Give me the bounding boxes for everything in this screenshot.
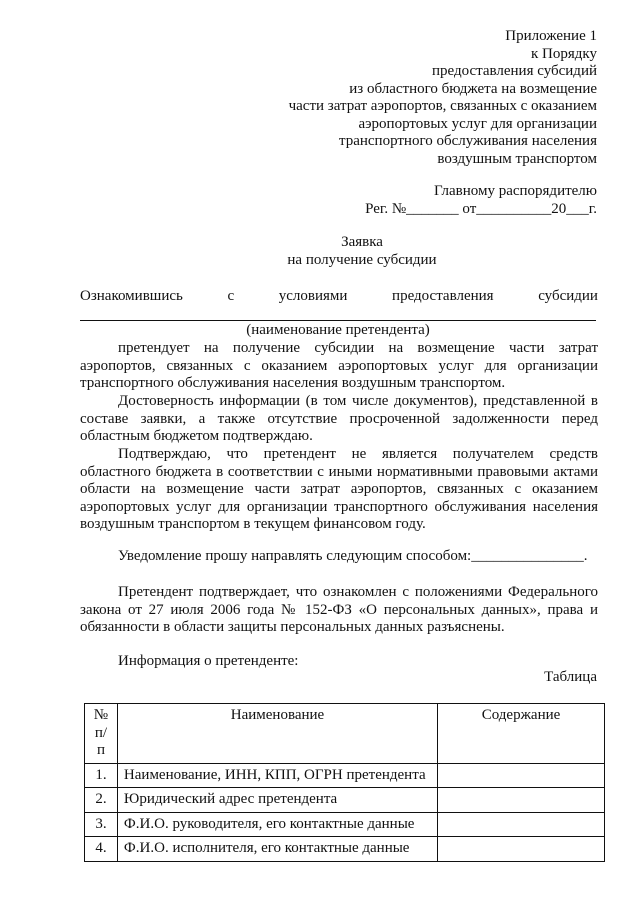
intro-word: субсидии [538,288,598,304]
paragraph-personal-data: Претендент подтверждает, что ознакомлен с положениями Федерального закона от 27 июля 2006 года № 152-ФЗ «О персональных данных», права и обязанности в области защиты персональных данных разъяснены. [80,584,598,635]
intro-word: условиями [278,288,348,304]
info-label: Информация о претенденте: [118,653,299,669]
row-name: Ф.И.О. руководителя, его контактные данные [117,812,437,837]
appendix-line: Приложение 1 [505,28,597,44]
addressee-block [365,183,597,218]
row-num: 1. [85,763,118,788]
table-header-row [85,704,605,764]
document-title [0,234,640,269]
appendix-line: воздушным транспортом [437,150,597,167]
registration-line: Рег. №_______ от__________20___г. [365,200,597,217]
subtitle-line: на получение субсидии [287,251,437,268]
applicant-name-caption: (наименование претендента) [246,322,430,338]
intro-word: предоставления [392,288,494,304]
row-num: 4. [85,837,118,862]
appendix-header [289,28,597,168]
row-num: 3. [85,812,118,837]
appendix-line: к Порядку [531,45,597,62]
appendix-line: из областного бюджета на возмещение [349,80,597,97]
appendix-line: предоставления субсидий [431,63,597,79]
header-name: Наименование [117,704,437,764]
table-label: Таблица [544,669,597,685]
paragraph-claim: претендует на получение субсидии на возмещение части затрат аэропортов, связанных с оказанием аэропортовых услуг для организации транспортного обслуживания населения воздушным транспортом. [80,340,598,391]
applicant-name-blank [80,320,596,321]
appendix-line: транспортного обслуживания населения [338,133,597,149]
intro-word: Ознакомившись [80,288,183,304]
paragraph-reliability: Достоверность информации (в том числе документов), представленной в составе заявки, а также отсутствие просроченной задолженности перед областным бюджетом подтверждаю. [80,393,598,444]
intro-word: с [227,288,235,304]
table-row [85,763,605,788]
paragraph-confirmation: Подтверждаю, что претендент не является получателем средств областного бюджета в соответствии с иными нормативными правовыми актами области на возмещение части затрат аэропортов, связанных с оказанием аэропортовых услуг для организации транспортного обслуживания населения воздушным транспортом в текущем финансовом году. [80,446,598,532]
appendix-line: аэропортовых услуг для организации [358,115,597,132]
row-value[interactable] [438,788,605,813]
header-value: Содержание [438,704,605,764]
row-value[interactable] [438,812,605,837]
table-row [85,812,605,837]
row-value[interactable] [438,837,605,862]
title-line: Заявка [341,234,383,250]
header-num: № п/п [85,704,118,764]
applicant-info-table [84,703,605,862]
row-name: Ф.И.О. исполнителя, его контактные данные [117,837,437,862]
addressee-line: Главному распорядителю [433,183,597,199]
row-name: Юридический адрес претендента [117,788,437,813]
table-row [85,837,605,862]
appendix-line: части затрат аэропортов, связанных с оказанием [288,98,597,114]
table-row [85,788,605,813]
row-num: 2. [85,788,118,813]
notification-method: Уведомление прошу направлять следующим способом:_______________. [118,548,588,564]
intro-line [80,288,598,306]
row-name: Наименование, ИНН, КПП, ОГРН претендента [117,763,437,788]
row-value[interactable] [438,763,605,788]
